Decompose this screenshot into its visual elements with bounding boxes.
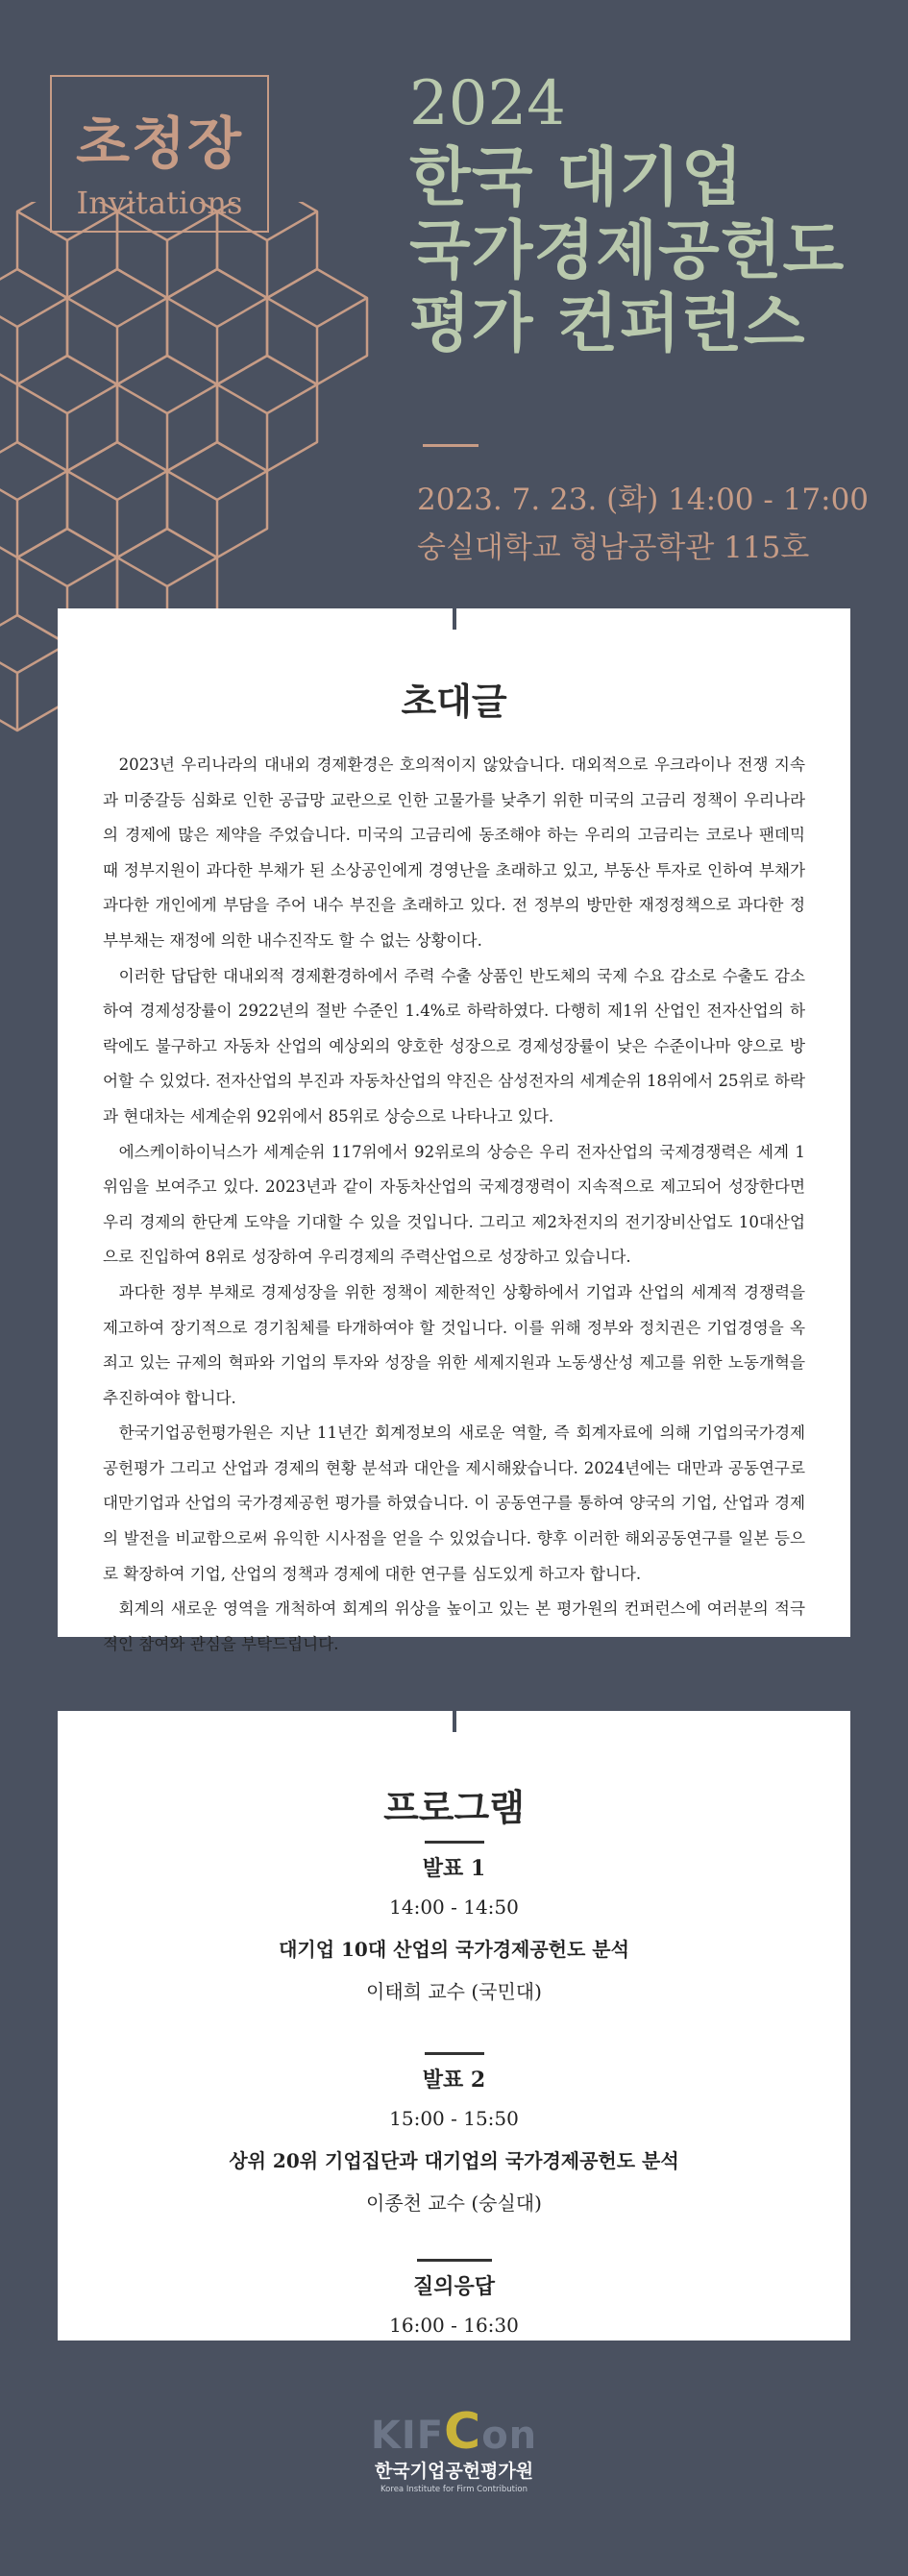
item-presenter: 이종천 교수 (숭실대) (366, 2192, 542, 2215)
paragraph: 에스케이하이닉스가 세계순위 117위에서 92위로의 상승은 우리 전자산업의 국제경쟁력은 세계 1위임을 보여주고 있다. 2023년과 같이 자동차산업의 국제경쟁력이 지속적으로 제고되어 성장한다면 우리 경제의 한단계 도약을 기대할 수 있을 것입니다. 그리고 제2차전지의 전기장비산업도 10대산업으로 진입하여 8위로 성장하여 우리경제의 주력산업으로 성장하고 있습니다. (103, 1142, 805, 1267)
title-line-2: 국가경제공헌도 (409, 212, 846, 287)
event-datetime: 2023. 7. 23. (화) 14:00 - 17:00 (417, 483, 870, 517)
paragraph: 2023년 우리나라의 대내외 경제환경은 호의적이지 않았습니다. 대외적으로 우크라이나 전쟁 지속과 미중갈등 심화로 인한 공급망 교란으로 인한 고물가를 낮추기 위한 미국의 고금리 정책이 우리나라의 경제에 많은 제약을 주었습니다. 미국의 고금리에 동조해야 하는 우리의 고금리는 코로나 팬데믹 때 정부지원이 과다한 부채가 된 소상공인에게 경영난을 초래하고 있고, 부동산 투자로 인하여 부채가 과다한 개인에게 부담을 주어 내수 부진을 초래하고 있다. 전 정부의 방만한 재정정책으로 과다한 정부부채는 재정에 의한 내수진작도 할 수 없는 상황이다. (103, 755, 805, 950)
program-item-qa (58, 2259, 850, 2346)
invitation-body (103, 748, 805, 1662)
invitation-card (58, 608, 850, 1653)
item-subject: 상위 20위 기업집단과 대기업의 국가경제공헌도 분석 (229, 2149, 679, 2172)
item-underline (417, 2259, 492, 2262)
title-divider (423, 444, 479, 447)
logo-wordmark: KIFCon (370, 2403, 538, 2461)
conference-title (409, 67, 845, 359)
item-subject: 대기업 10대 산업의 국가경제공헌도 분석 (279, 1938, 629, 1961)
program-item-1 (58, 1841, 850, 2013)
title-year: 2024 (409, 68, 566, 139)
title-line-1: 한국 대기업 (409, 139, 744, 214)
program-card (58, 1711, 850, 2341)
paragraph: 한국기업공헌평가원은 지난 11년간 회계정보의 새로운 역할, 즉 회계자료에 의해 기업의국가경제공헌평가 그리고 산업과 경제의 현황 분석과 대안을 제시해왔습니다. 2024년에는 대만과 공동연구로 대만기업과 산업의 국가경제공헌 평가를 하였습니다. 이 공동연구를 통하여 양국의 기업, 산업과 경제의 발전을 비교함으로써 유익한 시사점을 얻을 수 있었습니다. 향후 이러한 해외공동연구를 일본 등으로 확장하여 기업, 산업의 정책과 경제에 대한 연구를 심도있게 하고자 합니다. (103, 1424, 805, 1583)
item-presenter: 이태희 교수 (국민대) (366, 1980, 542, 2003)
item-time: 15:00 - 15:50 (389, 2107, 519, 2130)
paragraph: 과다한 정부 부채로 경제성장을 위한 정책이 제한적인 상황하에서 기업과 산업의 세계적 경쟁력을 제고하여 장기적으로 경기침체를 타개하여야 할 것입니다. 이를 위해 정부와 정치권은 기업경영을 옥죄고 있는 규제의 혁파와 기업의 투자와 성장을 위한 세제지원과 노동생산성 제고를 위한 노동개혁을 추진하여야 합니다. (103, 1282, 805, 1407)
item-time: 16:00 - 16:30 (389, 2314, 519, 2337)
item-label: 발표 2 (422, 2068, 486, 2093)
program-heading: 프로그램 (383, 1786, 525, 1829)
organization-name-korean: 한국기업공헌평가원 (374, 2461, 534, 2482)
event-info (417, 476, 869, 572)
invitation-badge (50, 75, 269, 233)
item-underline (425, 2052, 484, 2055)
item-label: 질의응답 (412, 2274, 495, 2299)
item-underline (425, 1841, 484, 1844)
card-top-tick (453, 587, 456, 630)
card-top-tick (453, 1690, 456, 1732)
badge-english: Invitations (76, 185, 243, 221)
paragraph: 이러한 답답한 대내외적 경제환경하에서 주력 수출 상품인 반도체의 국제 수요 감소로 수출도 감소하여 경제성장률이 2922년의 절반 수준인 1.4%로 하락하였다. 다행히 제1위 산업인 전자산업의 하락에도 불구하고 자동차 산업의 예상외의 양호한 성장으로 경제성장률이 낮은 수준이나마 양으로 방어할 수 있었다. 전자산업의 부진과 자동차산업의 약진은 삼성전자의 세계순위 18위에서 25위로 하락과 현대차는 세계순위 92위에서 85위로 상승으로 나타나고 있다. (103, 966, 805, 1126)
invitation-heading: 초대글 (401, 680, 507, 723)
title-line-3: 평가 컨퍼런스 (409, 285, 806, 360)
organization-name-english: Korea Institute for Firm Contribution (380, 2485, 528, 2494)
item-label: 발표 1 (422, 1856, 486, 1881)
program-item-2 (58, 2052, 850, 2224)
event-venue: 숭실대학교 형남공학관 115호 (417, 531, 810, 565)
item-time: 14:00 - 14:50 (389, 1895, 519, 1919)
paragraph: 회계의 새로운 영역을 개척하여 회계의 위상을 높이고 있는 본 평가원의 컨퍼런스에 여러분의 적극적인 참여와 관심을 부탁드립니다. (103, 1599, 805, 1653)
kifcon-logo (365, 2403, 543, 2494)
badge-korean: 초청장 (75, 111, 244, 176)
